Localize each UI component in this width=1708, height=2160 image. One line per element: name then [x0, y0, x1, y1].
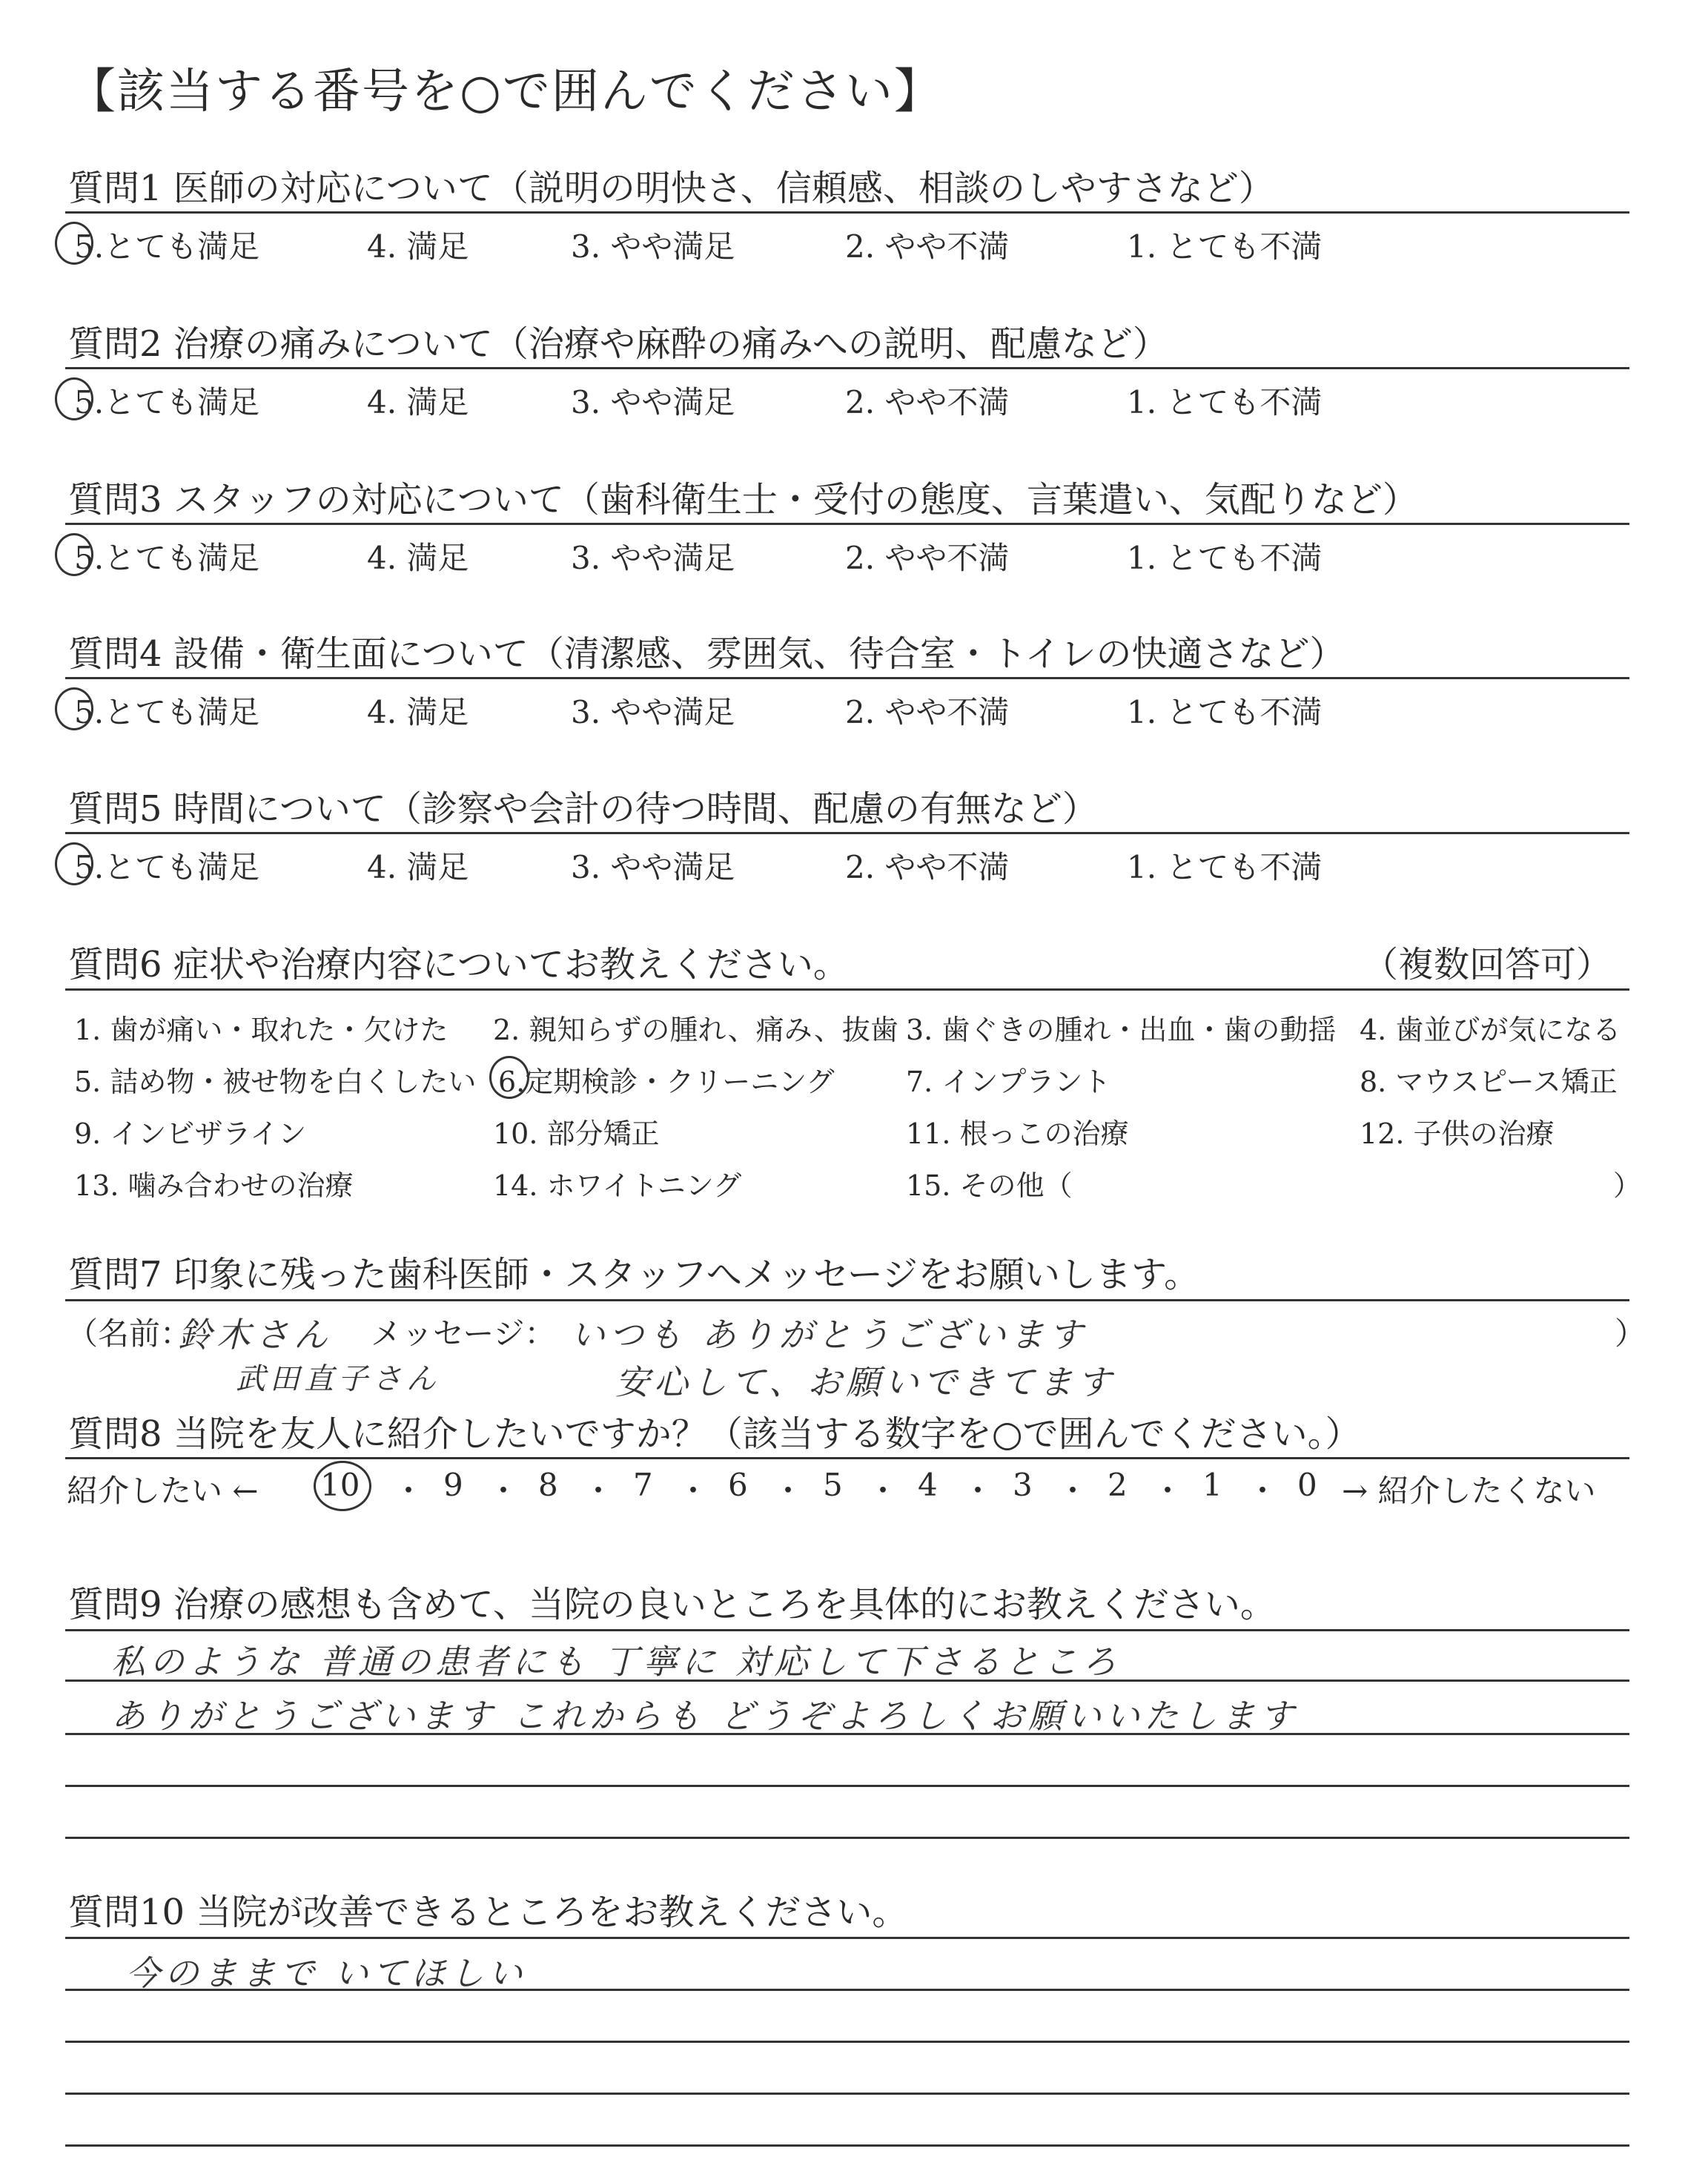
q3-option-3[interactable]: 3. やや満足	[571, 540, 735, 576]
q6-option-1[interactable]: 1. 歯が痛い・取れた・欠けた	[74, 1014, 448, 1046]
q10-rule-5	[65, 2144, 1629, 2147]
q8-selection-circle	[314, 1461, 371, 1511]
q5-title: 質問5 時間について（診察や会計の待つ時間、配慮の有無など）	[68, 788, 1098, 830]
q2-title: 質問2 治療の痛みについて（治療や麻酔の痛みへの説明、配慮など）	[68, 323, 1168, 365]
q10-rule-2	[65, 1989, 1629, 1991]
q6-rule	[65, 988, 1629, 991]
q1-option-3[interactable]: 3. やや満足	[571, 228, 735, 265]
q8-separator: ・	[393, 1473, 425, 1509]
q8-separator: ・	[678, 1473, 709, 1509]
q8-separator: ・	[1247, 1473, 1279, 1509]
q5-option-3[interactable]: 3. やや満足	[571, 849, 735, 885]
q9-rule-5	[65, 1837, 1629, 1839]
q2-selection-circle	[55, 377, 93, 420]
q2-option-2[interactable]: 2. やや不満	[845, 384, 1010, 420]
q6-option-2[interactable]: 2. 親知らずの腫れ、痛み、抜歯	[493, 1014, 898, 1046]
q8-scale-5[interactable]: 5	[823, 1467, 843, 1503]
q5-option-2[interactable]: 2. やや不満	[845, 849, 1010, 885]
q2-option-3[interactable]: 3. やや満足	[571, 384, 735, 420]
q4-rule	[65, 677, 1629, 679]
q5-selection-circle	[55, 842, 93, 885]
q3-option-4[interactable]: 4. 満足	[367, 540, 469, 576]
q6-option-14[interactable]: 14. ホワイトニング	[493, 1169, 742, 1202]
q9-answer-line1[interactable]: 私のような 普通の患者にも 丁寧に 対応して下さるところ	[111, 1642, 1121, 1682]
q7-name-line2[interactable]: 武田直子さん	[236, 1362, 440, 1396]
q7-title: 質問7 印象に残った歯科医師・スタッフへメッセージをお願いします。	[68, 1254, 1200, 1295]
q6-title: 質問6 症状や治療内容についてお教えください。	[68, 944, 849, 985]
q8-right-label: → 紹介したくない	[1342, 1473, 1596, 1509]
q8-scale-2[interactable]: 2	[1108, 1467, 1128, 1503]
q6-selection-circle	[489, 1056, 529, 1099]
q8-scale-3[interactable]: 3	[1013, 1467, 1033, 1503]
q8-title: 質問8 当院を友人に紹介したいですか？（該当する数字を○で囲んでください。）	[68, 1413, 1361, 1455]
q4-option-1[interactable]: 1. とても不満	[1127, 694, 1323, 730]
q8-scale-7[interactable]: 7	[633, 1467, 653, 1503]
q8-separator: ・	[867, 1473, 899, 1509]
q7-name-line1[interactable]: 鈴木さん	[178, 1315, 332, 1355]
q8-separator: ・	[962, 1473, 994, 1509]
q7-message-line2[interactable]: 安心して、お願いできてます	[615, 1362, 1116, 1402]
q3-title: 質問3 スタッフの対応について（歯科衛生士・受付の態度、言葉遣い、気配りなど）	[68, 479, 1418, 521]
q2-option-5[interactable]: 5.とても満足	[74, 384, 260, 420]
q8-left-label: 紹介したい ←	[67, 1473, 259, 1509]
q8-scale-10[interactable]: 10	[320, 1467, 360, 1503]
q8-separator: ・	[583, 1473, 615, 1509]
q6-option-10[interactable]: 10. 部分矯正	[493, 1117, 660, 1150]
q1-option-1[interactable]: 1. とても不満	[1127, 228, 1323, 265]
q4-option-5[interactable]: 5.とても満足	[74, 694, 260, 730]
q3-rule	[65, 523, 1629, 525]
q3-selection-circle	[55, 533, 93, 576]
q8-scale-9[interactable]: 9	[443, 1467, 463, 1503]
q8-separator: ・	[1057, 1473, 1089, 1509]
q6-option-13[interactable]: 13. 噛み合わせの治療	[74, 1169, 354, 1202]
q3-option-2[interactable]: 2. やや不満	[845, 540, 1010, 576]
q7-message-line1[interactable]: いつも ありがとうございます	[571, 1315, 1088, 1355]
q4-option-4[interactable]: 4. 満足	[367, 694, 469, 730]
q2-rule	[65, 367, 1629, 369]
q4-title: 質問4 設備・衛生面について（清潔感、雰囲気、待合室・トイレの快適さなど）	[68, 633, 1345, 675]
q5-option-4[interactable]: 4. 満足	[367, 849, 469, 885]
q6-note: （複数回答可）	[1363, 944, 1612, 985]
q10-title: 質問10 当院が改善できるところをお教えください。	[68, 1892, 908, 1933]
q7-rule	[65, 1299, 1629, 1301]
q8-scale-6[interactable]: 6	[728, 1467, 748, 1503]
q8-scale-8[interactable]: 8	[538, 1467, 558, 1503]
q6-option-15[interactable]: 15. その他（	[906, 1169, 1073, 1202]
q5-option-1[interactable]: 1. とても不満	[1127, 849, 1323, 885]
q4-option-3[interactable]: 3. やや満足	[571, 694, 735, 730]
form-header: 【該当する番号を○で囲んでください】	[68, 65, 943, 119]
q1-option-4[interactable]: 4. 満足	[367, 228, 469, 265]
q7-close-paren: ）	[1615, 1315, 1646, 1352]
q6-option-4[interactable]: 4. 歯並びが気になる	[1360, 1014, 1621, 1046]
q6-option-11[interactable]: 11. 根っこの治療	[906, 1117, 1129, 1150]
q9-rule-4	[65, 1785, 1629, 1787]
q6-option-9[interactable]: 9. インビザライン	[74, 1117, 307, 1150]
q8-rule	[65, 1457, 1629, 1459]
q8-separator: ・	[1152, 1473, 1184, 1509]
q9-rule-1	[65, 1629, 1629, 1631]
q6-option-7[interactable]: 7. インプラント	[906, 1066, 1111, 1098]
q10-rule-4	[65, 2093, 1629, 2095]
q7-message-label: メッセージ：	[371, 1315, 556, 1352]
q1-option-2[interactable]: 2. やや不満	[845, 228, 1010, 265]
q6-option-6[interactable]: 6.定期検診・クリーニング	[498, 1066, 835, 1098]
q6-option-3[interactable]: 3. 歯ぐきの腫れ・出血・歯の動揺	[906, 1014, 1337, 1046]
q10-rule-1	[65, 1937, 1629, 1939]
q9-title: 質問9 治療の感想も含めて、当院の良いところを具体的にお教えください。	[68, 1584, 1276, 1625]
q5-option-5[interactable]: 5.とても満足	[74, 849, 260, 885]
q8-separator: ・	[488, 1473, 520, 1509]
q1-title: 質問1 医師の対応について（説明の明快さ、信頼感、相談のしやすさなど）	[68, 168, 1274, 209]
q4-selection-circle	[55, 687, 93, 730]
q1-option-5[interactable]: 5.とても満足	[74, 228, 260, 265]
q8-scale-4[interactable]: 4	[918, 1467, 938, 1503]
q3-option-1[interactable]: 1. とても不満	[1127, 540, 1323, 576]
q1-rule	[65, 211, 1629, 214]
q9-rule-2	[65, 1680, 1629, 1682]
q5-rule	[65, 832, 1629, 834]
q8-scale-0[interactable]: 0	[1297, 1467, 1317, 1503]
q9-answer-line2[interactable]: ありがとうございます これからも どうぞよろしくお願いいたします	[111, 1696, 1299, 1736]
q2-option-1[interactable]: 1. とても不満	[1127, 384, 1323, 420]
q9-rule-3	[65, 1733, 1629, 1735]
q3-option-5[interactable]: 5.とても満足	[74, 540, 260, 576]
q6-option-8[interactable]: 8. マウスピース矯正	[1360, 1066, 1618, 1098]
q8-separator: ・	[772, 1473, 804, 1509]
q10-answer-line1[interactable]: 今のままで いてほしい	[126, 1953, 527, 1993]
q6-other-close: ）	[1613, 1169, 1642, 1202]
q8-scale-1[interactable]: 1	[1202, 1467, 1222, 1503]
q4-option-2[interactable]: 2. やや不満	[845, 694, 1010, 730]
q7-name-label: （名前：	[67, 1315, 192, 1352]
q2-option-4[interactable]: 4. 満足	[367, 384, 469, 420]
q6-option-12[interactable]: 12. 子供の治療	[1360, 1117, 1555, 1150]
q6-option-5[interactable]: 5. 詰め物・被せ物を白くしたい	[74, 1066, 477, 1098]
q10-rule-3	[65, 2041, 1629, 2043]
q1-selection-circle	[55, 222, 93, 265]
